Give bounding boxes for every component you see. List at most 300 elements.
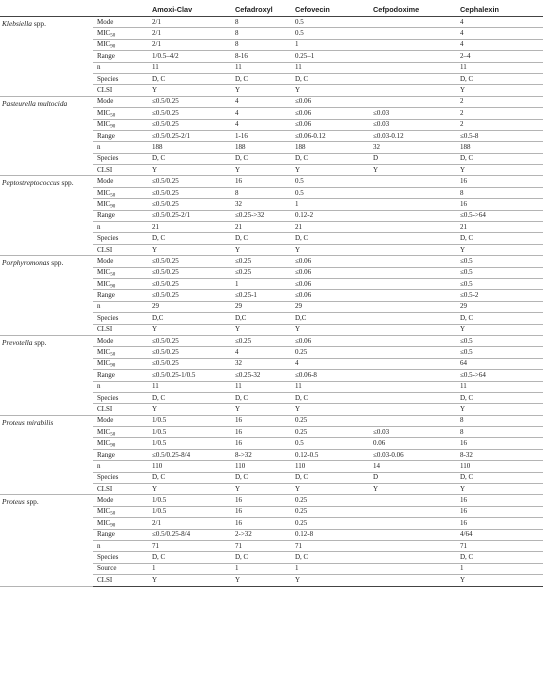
cell-value: 0.25–1	[291, 51, 369, 62]
cell-value: ≤0.5-2	[456, 290, 543, 301]
organism-name	[0, 17, 93, 97]
cell-value: Y	[291, 575, 369, 586]
table-header	[0, 3, 543, 17]
cell-value: 11	[291, 62, 369, 73]
parameter-label: n	[93, 301, 148, 312]
cell-value: 1	[291, 199, 369, 210]
parameter-label: Range	[93, 130, 148, 141]
cell-value: 21	[231, 222, 291, 233]
parameter-subscript: 50	[110, 432, 116, 438]
cell-value: D, C	[456, 233, 543, 244]
parameter-subscript: 50	[110, 113, 116, 119]
cell-value: 32	[369, 142, 456, 153]
parameter-label: Mode	[93, 256, 148, 267]
parameter-label: Species	[93, 552, 148, 563]
column-header-1	[93, 3, 148, 17]
cell-value	[369, 518, 456, 529]
cell-value	[369, 187, 456, 198]
cell-value: ≤0.5/0.25	[148, 199, 231, 210]
table-row	[0, 256, 543, 267]
cell-value: 1	[456, 563, 543, 574]
cell-value: 110	[456, 461, 543, 472]
organism-name	[0, 495, 93, 586]
cell-value: ≤0.5/0.25	[148, 96, 231, 107]
cell-value: D, C	[148, 552, 231, 563]
cell-value: 1	[231, 278, 291, 289]
cell-value: 8-32	[456, 449, 543, 460]
parameter-label: CLSI	[93, 85, 148, 96]
organism-name-italic: Prevotella	[2, 337, 33, 347]
cell-value: 0.12-0.5	[291, 449, 369, 460]
organism-name-suffix: spp.	[49, 258, 64, 268]
cell-value: 4	[456, 39, 543, 50]
parameter-label: Mode	[93, 17, 148, 28]
cell-value: 16	[456, 506, 543, 517]
cell-value	[369, 17, 456, 28]
cell-value: 0.5	[291, 438, 369, 449]
parameter-label: $MIC_{90}$	[93, 358, 148, 369]
parameter-label: $MIC_{50}$	[93, 347, 148, 358]
table-row	[0, 415, 543, 426]
cell-value	[369, 335, 456, 346]
cell-value: ≤0.5/0.25	[148, 335, 231, 346]
header-row	[0, 3, 543, 17]
cell-value: ≤0.25-32	[231, 370, 291, 381]
cell-value: 1	[148, 563, 231, 574]
cell-value: ≤0.5/0.25	[148, 290, 231, 301]
cell-value: 21	[291, 222, 369, 233]
parameter-label: CLSI	[93, 324, 148, 335]
organism-name-italic: Proteus mirabilis	[2, 417, 54, 427]
cell-value: ≤0.03-0.06	[369, 449, 456, 460]
cell-value: 16	[456, 176, 543, 187]
cell-value: D, C	[231, 153, 291, 164]
cell-value: ≤0.5->64	[456, 210, 543, 221]
cell-value: 8	[231, 17, 291, 28]
parameter-subscript: 50	[110, 511, 116, 517]
cell-value: 0.12-8	[291, 529, 369, 540]
parameter-subscript: 90	[110, 44, 116, 50]
cell-value: 16	[456, 199, 543, 210]
cell-value: ≤0.5/0.25	[148, 278, 231, 289]
parameter-label: Mode	[93, 415, 148, 426]
cell-value: D, C	[291, 153, 369, 164]
cell-value: ≤0.06-0.12	[291, 130, 369, 141]
cell-value: ≤0.25->32	[231, 210, 291, 221]
parameter-label: Range	[93, 449, 148, 460]
cell-value: 2	[456, 108, 543, 119]
cell-value: 29	[456, 301, 543, 312]
cell-value: 0.25	[291, 415, 369, 426]
parameter-label: $MIC_{50}$	[93, 108, 148, 119]
cell-value: ≤0.5-8	[456, 130, 543, 141]
cell-value: ≤0.03	[369, 119, 456, 130]
cell-value: 11	[456, 381, 543, 392]
cell-value	[369, 324, 456, 335]
cell-value: Y	[148, 244, 231, 255]
parameter-label: $MIC_{90}$	[93, 438, 148, 449]
cell-value: D, C	[291, 552, 369, 563]
cell-value: 8-16	[231, 51, 291, 62]
cell-value	[369, 28, 456, 39]
cell-value: D, C	[291, 392, 369, 403]
cell-value: D,C	[148, 313, 231, 324]
cell-value: 4	[456, 17, 543, 28]
cell-value: 4	[291, 358, 369, 369]
cell-value	[369, 73, 456, 84]
cell-value: 1/0.5	[148, 427, 231, 438]
parameter-label: Mode	[93, 176, 148, 187]
cell-value	[369, 575, 456, 586]
cell-value: 11	[456, 62, 543, 73]
cell-value: 11	[231, 62, 291, 73]
parameter-label: n	[93, 461, 148, 472]
cell-value: 188	[456, 142, 543, 153]
cell-value: ≤0.5/0.25-1/0.5	[148, 370, 231, 381]
cell-value	[369, 495, 456, 506]
cell-value: D, C	[231, 392, 291, 403]
parameter-subscript: 90	[110, 363, 116, 369]
cell-value: D	[369, 153, 456, 164]
cell-value: 29	[231, 301, 291, 312]
cell-value: D, C	[231, 472, 291, 483]
cell-value: Y	[291, 165, 369, 176]
cell-value	[369, 506, 456, 517]
organism-name-italic: Pasteurella multocida	[2, 98, 68, 108]
cell-value: ≤0.5	[456, 278, 543, 289]
parameter-label: n	[93, 540, 148, 551]
cell-value: 21	[456, 222, 543, 233]
cell-value: 110	[231, 461, 291, 472]
cell-value: Y	[291, 85, 369, 96]
cell-value: 16	[456, 495, 543, 506]
cell-value: 8	[231, 28, 291, 39]
cell-value: D, C	[148, 233, 231, 244]
cell-value: ≤0.06-8	[291, 370, 369, 381]
cell-value: 0.5	[291, 176, 369, 187]
parameter-label: $MIC_{50}$	[93, 427, 148, 438]
cell-value: 11	[291, 381, 369, 392]
cell-value: 4/64	[456, 529, 543, 540]
cell-value: ≤0.5	[456, 347, 543, 358]
cell-value: 0.25	[291, 506, 369, 517]
organism-name-italic: Klebsiella	[2, 19, 32, 28]
cell-value: ≤0.03-0.12	[369, 130, 456, 141]
parameter-label: $MIC_{90}$	[93, 278, 148, 289]
cell-value: 16	[231, 495, 291, 506]
cell-value: ≤0.06	[291, 256, 369, 267]
cell-value	[369, 222, 456, 233]
organism-name	[0, 256, 93, 336]
cell-value: D, C	[291, 472, 369, 483]
cell-value: Y	[231, 165, 291, 176]
cell-value: Y	[148, 165, 231, 176]
cell-value: Y	[231, 244, 291, 255]
cell-value: 1	[291, 39, 369, 50]
parameter-label: CLSI	[93, 484, 148, 495]
cell-value: 8	[231, 187, 291, 198]
organism-name-suffix: spp.	[59, 178, 74, 188]
parameter-subscript: 90	[110, 523, 116, 529]
cell-value: D, C	[456, 472, 543, 483]
cell-value: Y	[456, 85, 543, 96]
parameter-label: $MIC_{50}$	[93, 187, 148, 198]
cell-value: D, C	[456, 153, 543, 164]
cell-value: Y	[291, 324, 369, 335]
cell-value: ≤0.5/0.25-8/4	[148, 449, 231, 460]
cell-value: Y	[148, 575, 231, 586]
cell-value: Y	[231, 404, 291, 415]
cell-value	[369, 347, 456, 358]
parameter-label: Species	[93, 392, 148, 403]
cell-value: 29	[148, 301, 231, 312]
cell-value	[369, 244, 456, 255]
cell-value: ≤0.5	[456, 256, 543, 267]
cell-value: 16	[231, 176, 291, 187]
cell-value: ≤0.5/0.25-2/1	[148, 210, 231, 221]
cell-value	[369, 62, 456, 73]
cell-value	[369, 233, 456, 244]
organism-name	[0, 96, 93, 176]
cell-value: 2	[456, 119, 543, 130]
cell-value: 32	[231, 199, 291, 210]
organism-name-italic: Porphyromonas	[2, 258, 50, 268]
table-body	[0, 17, 543, 587]
cell-value	[369, 278, 456, 289]
cell-value: Y	[456, 244, 543, 255]
parameter-label: $MIC_{90}$	[93, 199, 148, 210]
parameter-label: Mode	[93, 335, 148, 346]
cell-value: 188	[291, 142, 369, 153]
parameter-label: CLSI	[93, 575, 148, 586]
table-row	[0, 335, 543, 346]
parameter-label: Range	[93, 529, 148, 540]
cell-value: ≤0.06	[291, 335, 369, 346]
cell-value: 4	[231, 108, 291, 119]
cell-value: 29	[291, 301, 369, 312]
cell-value: 16	[231, 506, 291, 517]
cell-value: Y	[231, 324, 291, 335]
parameter-subscript: 50	[110, 33, 116, 39]
organism-name	[0, 335, 93, 415]
cell-value	[369, 39, 456, 50]
cell-value: 14	[369, 461, 456, 472]
cell-value: 8	[456, 427, 543, 438]
parameter-label: Species	[93, 153, 148, 164]
cell-value	[369, 85, 456, 96]
cell-value: 1/0.5	[148, 415, 231, 426]
cell-value: 0.25	[291, 518, 369, 529]
cell-value: D	[369, 472, 456, 483]
cell-value: ≤0.03	[369, 427, 456, 438]
cell-value: Y	[231, 575, 291, 586]
parameter-subscript: 50	[110, 352, 116, 358]
cell-value: Y	[231, 85, 291, 96]
cell-value: 1/0.5	[148, 438, 231, 449]
parameter-subscript: 90	[110, 204, 116, 210]
column-header-4: Cefovecin	[291, 3, 369, 17]
parameter-label: Range	[93, 370, 148, 381]
cell-value: ≤0.03	[369, 108, 456, 119]
cell-value: 16	[231, 518, 291, 529]
cell-value: Y	[456, 404, 543, 415]
organism-name-italic: Proteus	[2, 497, 25, 507]
cell-value: 2/1	[148, 518, 231, 529]
parameter-label: n	[93, 62, 148, 73]
cell-value: ≤0.5	[456, 267, 543, 278]
organism-name	[0, 415, 93, 495]
cell-value: 8	[456, 187, 543, 198]
cell-value: ≤0.5/0.25	[148, 119, 231, 130]
cell-value: 110	[148, 461, 231, 472]
cell-value: Y	[291, 484, 369, 495]
cell-value: ≤0.5/0.25	[148, 347, 231, 358]
organism-name-suffix: spp.	[31, 19, 46, 28]
cell-value	[369, 267, 456, 278]
column-header-3: Cefadroxyl	[231, 3, 291, 17]
cell-value	[369, 563, 456, 574]
cell-value: ≤0.5/0.25	[148, 358, 231, 369]
table-row	[0, 176, 543, 187]
cell-value: Y	[291, 244, 369, 255]
cell-value: ≤0.25	[231, 256, 291, 267]
cell-value: 0.25	[291, 347, 369, 358]
cell-value: 2/1	[148, 39, 231, 50]
cell-value: ≤0.5/0.25	[148, 256, 231, 267]
cell-value: 11	[231, 381, 291, 392]
cell-value	[369, 370, 456, 381]
cell-value: 4	[231, 347, 291, 358]
cell-value: 188	[148, 142, 231, 153]
cell-value: D, C	[148, 392, 231, 403]
cell-value: Y	[369, 484, 456, 495]
parameter-label: Species	[93, 73, 148, 84]
cell-value: Y	[456, 165, 543, 176]
cell-value: 8->32	[231, 449, 291, 460]
organism-name-suffix: spp.	[24, 497, 39, 507]
cell-value	[369, 96, 456, 107]
cell-value: 64	[456, 358, 543, 369]
parameter-subscript: 50	[110, 272, 116, 278]
parameter-label: $MIC_{90}$	[93, 518, 148, 529]
cell-value: D, C	[456, 552, 543, 563]
cell-value: 16	[456, 438, 543, 449]
cell-value: 1	[231, 563, 291, 574]
organism-name-italic: Peptostreptococcus	[2, 178, 60, 188]
cell-value	[369, 176, 456, 187]
cell-value: 0.5	[291, 187, 369, 198]
cell-value: 4	[231, 119, 291, 130]
cell-value: D, C	[148, 73, 231, 84]
cell-value: ≤0.06	[291, 96, 369, 107]
cell-value: D,C	[231, 313, 291, 324]
cell-value: 1/0.5	[148, 506, 231, 517]
parameter-label: Range	[93, 290, 148, 301]
cell-value: Y	[369, 165, 456, 176]
cell-value: 32	[231, 358, 291, 369]
cell-value	[369, 199, 456, 210]
cell-value: 11	[148, 381, 231, 392]
parameter-label: CLSI	[93, 404, 148, 415]
cell-value: ≤0.06	[291, 108, 369, 119]
cell-value: 71	[456, 540, 543, 551]
cell-value	[369, 301, 456, 312]
cell-value	[369, 415, 456, 426]
parameter-label: $MIC_{90}$	[93, 39, 148, 50]
parameter-label: Mode	[93, 96, 148, 107]
cell-value: 110	[291, 461, 369, 472]
cell-value: Y	[148, 484, 231, 495]
parameter-label: CLSI	[93, 244, 148, 255]
cell-value: Y	[231, 484, 291, 495]
parameter-subscript: 90	[110, 124, 116, 130]
cell-value: 2->32	[231, 529, 291, 540]
parameter-label: Species	[93, 313, 148, 324]
cell-value: Y	[148, 324, 231, 335]
cell-value	[369, 381, 456, 392]
cell-value: D, C	[148, 472, 231, 483]
cell-value: 21	[148, 222, 231, 233]
parameter-label: n	[93, 381, 148, 392]
parameter-label: Range	[93, 51, 148, 62]
parameter-subscript: 50	[110, 193, 116, 199]
cell-value: 0.5	[291, 17, 369, 28]
organism-name-suffix: spp.	[32, 337, 47, 347]
cell-value: ≤0.06	[291, 267, 369, 278]
cell-value: Y	[148, 85, 231, 96]
cell-value: ≤0.5	[456, 335, 543, 346]
parameter-label: $MIC_{50}$	[93, 506, 148, 517]
cell-value: 0.5	[291, 28, 369, 39]
cell-value: 1/0.5	[148, 495, 231, 506]
cell-value: ≤0.06	[291, 119, 369, 130]
cell-value: ≤0.25	[231, 335, 291, 346]
parameter-label: Mode	[93, 495, 148, 506]
cell-value	[369, 540, 456, 551]
cell-value: D, C	[456, 313, 543, 324]
cell-value: 1-16	[231, 130, 291, 141]
cell-value: 0.25	[291, 427, 369, 438]
parameter-subscript: 90	[110, 284, 116, 290]
cell-value	[369, 210, 456, 221]
cell-value: ≤0.25-1	[231, 290, 291, 301]
cell-value: D, C	[231, 73, 291, 84]
column-header-5: Cefpodoxime	[369, 3, 456, 17]
cell-value: 4	[231, 96, 291, 107]
cell-value: ≤0.5/0.25-8/4	[148, 529, 231, 540]
cell-value: 2/1	[148, 28, 231, 39]
cell-value: Y	[148, 404, 231, 415]
cell-value: 8	[456, 415, 543, 426]
parameter-label: Species	[93, 233, 148, 244]
table-row	[0, 17, 543, 28]
cell-value: 8	[231, 39, 291, 50]
cell-value	[369, 256, 456, 267]
cell-value: 0.06	[369, 438, 456, 449]
cell-value: ≤0.5/0.25	[148, 187, 231, 198]
parameter-label: n	[93, 142, 148, 153]
cell-value: D, C	[456, 392, 543, 403]
cell-value: D, C	[231, 233, 291, 244]
parameter-label: CLSI	[93, 165, 148, 176]
cell-value: 16	[231, 427, 291, 438]
cell-value: 0.25	[291, 495, 369, 506]
cell-value: 2	[456, 96, 543, 107]
cell-value	[369, 51, 456, 62]
column-header-2: Amoxi-Clav	[148, 3, 231, 17]
cell-value: 1/0.5–4/2	[148, 51, 231, 62]
cell-value	[369, 313, 456, 324]
